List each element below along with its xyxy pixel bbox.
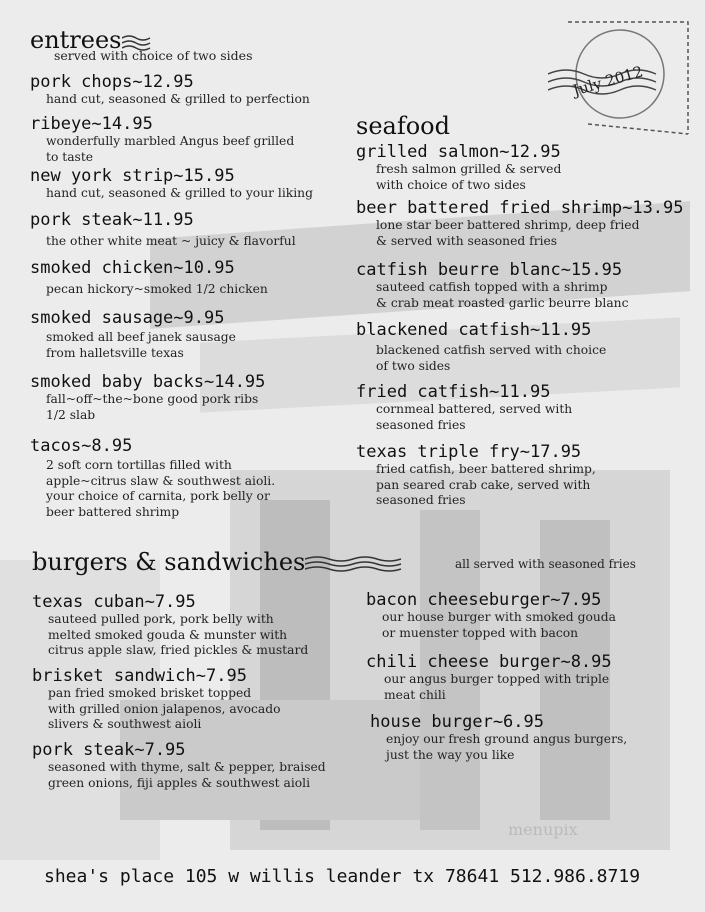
list-item <box>32 666 281 733</box>
item-description: sauteed pulled pork, pork belly with melted smoked gouda & munster with citrus apple slaw, fried pickles & mustard <box>48 612 309 657</box>
item-description: blackened catfish served with choice of two sides <box>376 343 607 373</box>
item-description: fried catfish, beer battered shrimp, pan seared crab cake, served with seasoned fries <box>376 462 596 507</box>
item-name: chili cheese burger~8.95 <box>366 652 612 672</box>
item-description: hand cut, seasoned & grilled to your liking <box>46 186 313 200</box>
list-item <box>356 198 684 249</box>
item-description: sauteed catfish topped with a shrimp & crab meat roasted garlic beurre blanc <box>376 280 629 310</box>
item-name: ribeye~14.95 <box>30 114 153 134</box>
item-description: pecan hickory~smoked 1/2 chicken <box>46 282 268 296</box>
item-description: the other white meat ~ juicy & flavorful <box>46 234 296 248</box>
list-item <box>30 308 236 361</box>
item-description: cornmeal battered, served with seasoned fries <box>376 402 573 432</box>
item-name: blackened catfish~11.95 <box>356 320 592 340</box>
wave-decoration-icon <box>305 553 405 575</box>
item-description: hand cut, seasoned & grilled to perfection <box>46 92 310 106</box>
list-item <box>356 142 561 193</box>
footer-address: shea's place 105 w willis leander tx 78641 512.986.8719 <box>44 866 641 887</box>
list-item <box>32 740 326 791</box>
postmark-stamp <box>548 14 696 136</box>
list-item <box>30 372 265 423</box>
list-item <box>366 590 616 641</box>
stamp-date: July 2012 <box>570 62 645 100</box>
item-name: beer battered fried shrimp~13.95 <box>356 198 684 218</box>
item-name: texas triple fry~17.95 <box>356 442 582 462</box>
item-name: house burger~6.95 <box>370 712 544 732</box>
item-name: texas cuban~7.95 <box>32 592 196 612</box>
item-name: catfish beurre blanc~15.95 <box>356 260 623 280</box>
list-item <box>370 712 627 763</box>
item-name: pork chops~12.95 <box>30 72 194 92</box>
item-description: wonderfully marbled Angus beef grilled to taste <box>46 134 295 164</box>
entrees-title: entrees <box>30 28 152 52</box>
list-item <box>356 320 606 374</box>
item-name: pork steak~7.95 <box>32 740 186 760</box>
list-item <box>356 260 628 311</box>
item-description: 2 soft corn tortillas filled with apple~citrus slaw & southwest aioli. your choice of carnita, pork belly or beer battered shrimp <box>46 458 276 519</box>
item-description: lone star beer battered shrimp, deep fried & served with seasoned fries <box>376 218 640 248</box>
item-name: fried catfish~11.95 <box>356 382 551 402</box>
item-name: brisket sandwich~7.95 <box>32 666 247 686</box>
list-item <box>30 258 268 298</box>
list-item <box>30 166 313 202</box>
list-item <box>356 382 572 433</box>
item-description: fresh salmon grilled & served with choice of two sides <box>376 162 562 192</box>
item-name: smoked baby backs~14.95 <box>30 372 266 392</box>
list-item <box>366 652 612 703</box>
list-item <box>30 436 275 520</box>
list-item <box>30 72 310 108</box>
item-name: tacos~8.95 <box>30 436 133 456</box>
item-description: our angus burger topped with triple meat chili <box>384 672 610 702</box>
list-item <box>30 210 296 250</box>
item-description: fall~off~the~bone good pork ribs 1/2 slab <box>46 392 259 422</box>
item-name: new york strip~15.95 <box>30 166 235 186</box>
item-description: smoked all beef janek sausage from halletsville texas <box>46 330 236 360</box>
watermark: menupix <box>508 820 578 839</box>
item-description: seasoned with thyme, salt & pepper, braised green onions, fiji apples & southwest aioli <box>48 760 326 790</box>
item-description: our house burger with smoked gouda or muenster topped with bacon <box>382 610 616 640</box>
burgers-note: all served with seasoned fries <box>455 557 636 571</box>
list-item <box>32 592 308 659</box>
item-name: smoked chicken~10.95 <box>30 258 235 278</box>
item-name: smoked sausage~9.95 <box>30 308 225 328</box>
item-name: bacon cheeseburger~7.95 <box>366 590 602 610</box>
item-name: pork steak~11.95 <box>30 210 194 230</box>
item-name: grilled salmon~12.95 <box>356 142 561 162</box>
burgers-title: burgers & sandwiches <box>32 550 405 575</box>
seafood-title: seafood <box>356 112 450 140</box>
list-item <box>356 442 596 509</box>
entrees-subtitle: served with choice of two sides <box>54 48 253 63</box>
list-item <box>30 114 294 165</box>
item-description: enjoy our fresh ground angus burgers, just the way you like <box>386 732 628 762</box>
item-description: pan fried smoked brisket topped with grilled onion jalapenos, avocado slivers & southwest aioli <box>48 686 281 731</box>
